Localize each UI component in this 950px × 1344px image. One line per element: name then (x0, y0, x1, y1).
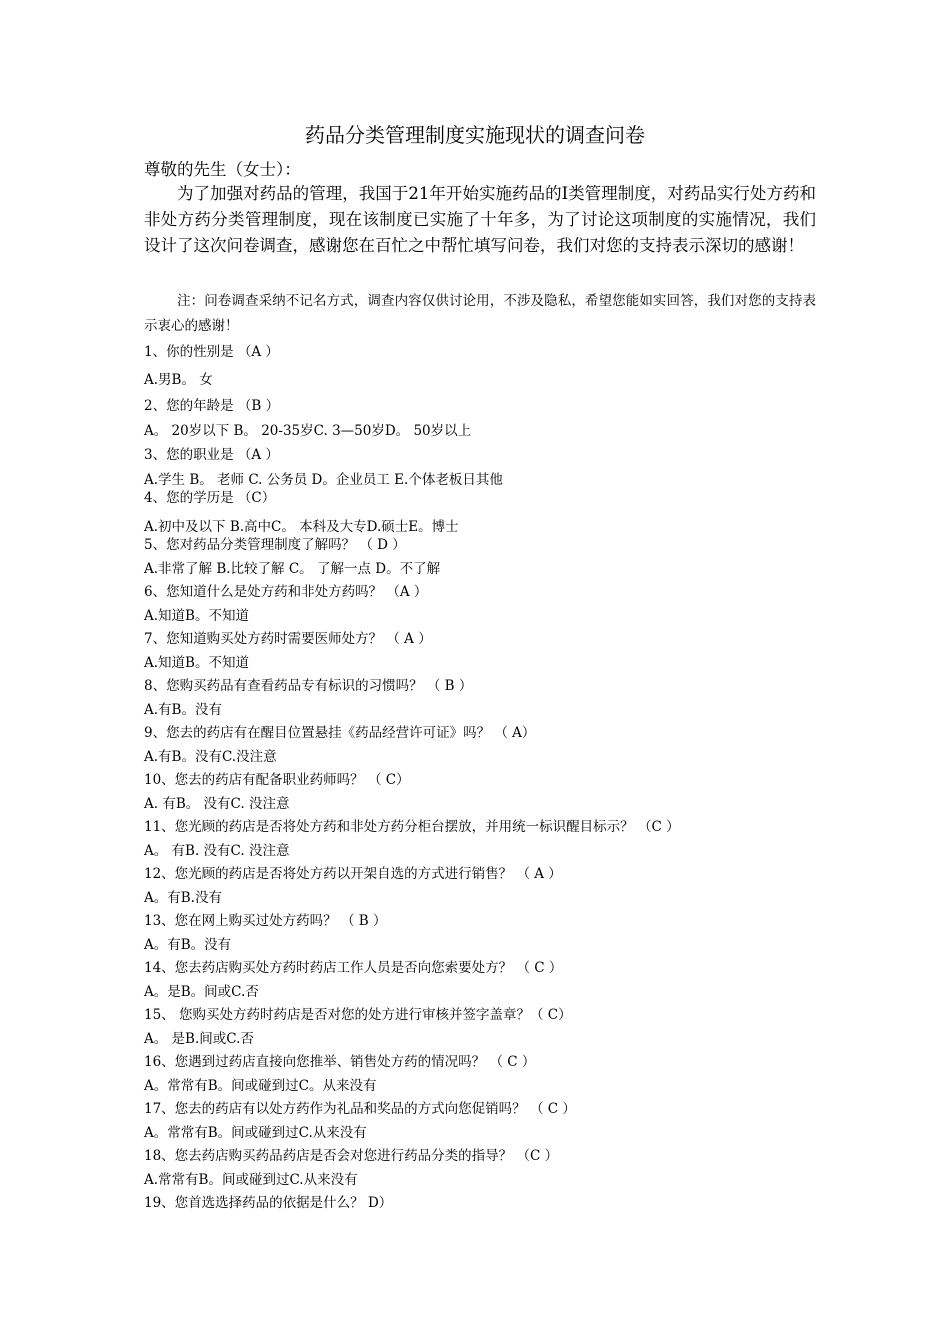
document-title: 药品分类管理制度实施现状的调查问卷 (305, 123, 645, 147)
answer-line: A。有B.没有 (144, 890, 222, 906)
answer-line: A.有B。没有 (144, 702, 222, 718)
question-line: 11、您光顾的药店是否将处方药和非处方药分柜台摆放，并用统一标识醒目标示？ （C ） (144, 819, 680, 835)
answer-line: A. 有B。 没有C. 没注意 (144, 796, 290, 812)
question-line: 15、 您购买处方药时药店是否对您的处方进行审核并签字盖章？（ C） (144, 1007, 572, 1023)
question-line: 19、您首选选择药品的依据是什么？ D） (144, 1195, 393, 1211)
answer-line: A.非常了解 B.比较了解 C。 了解一点 D。不了解 (144, 561, 441, 577)
question-line: 17、您去的药店有以处方药作为礼品和奖品的方式向您促销吗？ （ C ） (144, 1101, 576, 1117)
answer-line: A.知道B。不知道 (144, 655, 249, 671)
greeting: 尊敬的先生（女士）： (144, 160, 301, 179)
question-line: 18、您去药店购买药品药店是否会对您进行药品分类的指导？ （C ） (144, 1148, 559, 1164)
answer-line: A.有B。没有C.没注意 (144, 749, 277, 765)
question-line: 16、您遇到过药店直接向您推举、销售处方药的情况吗？ （ C ） (144, 1054, 536, 1070)
question-line: 10、您去的药店有配备职业药师吗？ （ C） (144, 772, 410, 788)
question-line: 3、您的职业是 （A ） (144, 447, 279, 463)
answer-line: A。是B。间或C.否 (144, 984, 259, 1000)
question-line: 12、您光顾的药店是否将处方药以开架自选的方式进行销售？ （ A ） (144, 866, 562, 882)
question-line: 13、您在网上购买过处方药吗？ （ B ） (144, 913, 387, 929)
question-line: 1、你的性别是 （A ） (144, 344, 279, 360)
note-paragraph: 注：问卷调查采纳不记名方式，调查内容仅供讨论用，不涉及隐私，希望您能如实回答，我们对您的支持表示衷心的感谢！ (144, 293, 816, 334)
answer-line: A.知道B。不知道 (144, 608, 249, 624)
intro-paragraph: 为了加强对药品的管理，我国于21年开始实施药品的I类管理制度，对药品实行处方药和非处方药分类管理制度，现在该制度已实施了十年多，为了讨论这项制度的实施情况，我们设计了这次问卷调查，感谢您在百忙之中帮忙填写问卷，我们对您的支持表示深切的感谢！ (144, 184, 816, 255)
question-line: 8、您购买药品有查看药品专有标识的习惯吗？ （ B ） (144, 678, 473, 694)
answer-line: A.常常有B。间或碰到过C.从来没有 (144, 1172, 358, 1188)
answer-line: A。 是B.间或C.否 (144, 1031, 254, 1047)
question-line: 9、您去的药店有在醒目位置悬挂《药品经营许可证》吗？ （ A） (144, 725, 536, 741)
answer-line: A。有B。没有 (144, 937, 232, 953)
answer-line: A。 20岁以下 B。 20-35岁C. 3—50岁D。 50岁以上 (144, 423, 472, 439)
question-line: 4、您的学历是 （C） (144, 490, 276, 506)
question-line: 6、您知道什么是处方药和非处方药吗？ （A ） (144, 584, 428, 600)
answer-line: A。常常有B。间或碰到过C.从来没有 (144, 1125, 367, 1141)
question-line: 14、您去药店购买处方药时药店工作人员是否向您索要处方？ （ C ） (144, 960, 563, 976)
answer-line: A。常常有B。间或碰到过C。从来没有 (144, 1078, 377, 1094)
answer-line: A.男B。 女 (144, 372, 213, 388)
answer-line: A。 有B. 没有C. 没注意 (144, 843, 290, 859)
question-line: 7、您知道购买处方药时需要医师处方？ （ A ） (144, 631, 432, 647)
answer-line: A.学生 B。 老师 C. 公务员 D。企业员工 E.个体老板日其他 (144, 472, 503, 488)
question-line: 5、您对药品分类管理制度了解吗？ （ D ） (144, 537, 406, 553)
answer-line: A.初中及以下 B.高中C。 本科及大专D.硕士E。博士 (144, 519, 459, 535)
question-line: 2、您的年龄是 （B ） (144, 398, 280, 414)
